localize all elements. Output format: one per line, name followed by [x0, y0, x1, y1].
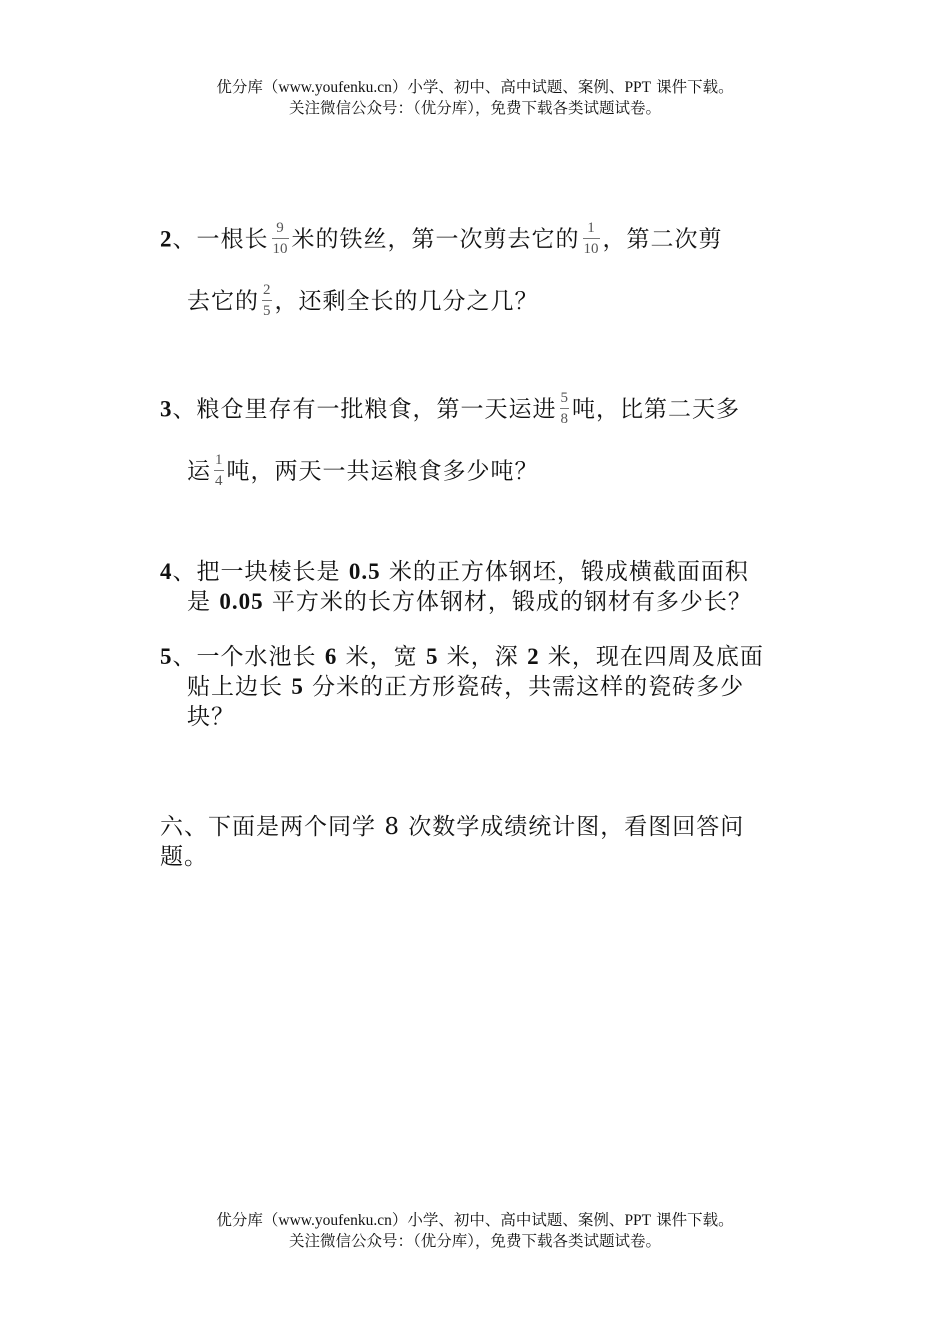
fraction-denominator: 10	[272, 241, 288, 257]
question-number: 5	[160, 644, 173, 669]
fraction-numerator: 5	[560, 390, 570, 409]
question-text: 运	[187, 458, 211, 485]
header-line-2: 关注微信公众号：（优分库），免费下载各类试题试卷。	[288, 99, 661, 117]
question-text: 、一根长	[172, 226, 269, 253]
question-value: 0.05	[219, 589, 264, 614]
header-text: 优分库（	[216, 78, 279, 96]
fraction-numerator: 1	[583, 220, 600, 239]
fraction	[214, 452, 224, 489]
question-3	[160, 390, 790, 489]
section-6-heading	[160, 812, 790, 872]
footer-text: 优分库（	[216, 1211, 279, 1229]
question-value: 2	[527, 644, 540, 669]
question-text: 平方米的长方体钢材，锻成的钢材有多少长？	[263, 589, 752, 615]
header-line-1	[0, 77, 950, 98]
question-text: 贴上边长	[187, 674, 292, 700]
question-text: 米，宽	[337, 644, 426, 670]
question-5-line-1	[160, 642, 790, 672]
question-text: 分米的正方形瓷砖，共需这样的瓷砖多少	[303, 674, 745, 700]
question-number: 2	[160, 226, 173, 252]
page-header	[0, 77, 950, 119]
header-url: www.youfenku.cn	[278, 79, 392, 96]
question-2-line-1	[160, 222, 790, 259]
fraction	[262, 282, 272, 319]
question-2	[160, 220, 790, 319]
question-5-line-2	[160, 672, 790, 702]
section-value: 8	[384, 814, 400, 840]
header-text: ）小学、初中、高中试题、案例、	[391, 78, 625, 96]
footer-url: www.youfenku.cn	[278, 1212, 392, 1229]
question-text: 米，深	[438, 644, 528, 670]
section-text: 六、下面是两个同学	[160, 814, 385, 840]
question-text: 吨，比第二天多	[572, 396, 740, 423]
question-text: 去它的	[187, 288, 259, 315]
section-text: 次数学成绩统计图，看图回答问	[399, 814, 745, 840]
question-3-line-2	[187, 454, 539, 491]
question-value: 5	[291, 674, 304, 699]
question-number: 4	[160, 559, 173, 584]
footer-line-1	[0, 1210, 950, 1231]
question-text: 是	[187, 589, 220, 615]
fraction-numerator: 2	[262, 282, 272, 301]
fraction-denominator: 5	[263, 303, 271, 319]
fraction-denominator: 8	[560, 411, 568, 427]
footer-text: PPT	[624, 1212, 652, 1229]
fraction	[272, 220, 289, 257]
page-footer	[0, 1210, 950, 1252]
question-text: ，还剩全长的几分之几？	[274, 288, 539, 315]
question-text: 、粮仓里存有一批粮食，第一天运进	[172, 396, 557, 423]
question-number: 3	[160, 396, 173, 422]
footer-text: ）小学、初中、高中试题、案例、	[391, 1211, 625, 1229]
section-6-line-1	[160, 812, 790, 842]
header-text: 课件下载。	[651, 78, 734, 96]
fraction-numerator: 1	[214, 452, 224, 471]
question-4-line-1	[160, 557, 790, 587]
question-text: 米的正方体钢坯，锻成横截面面积	[380, 559, 749, 585]
question-3-line-1	[160, 392, 790, 429]
question-4	[160, 557, 790, 617]
question-5	[160, 642, 790, 732]
footer-text: 课件下载。	[651, 1211, 734, 1229]
question-value: 5	[425, 644, 439, 669]
question-text: 米的铁丝，第一次剪去它的	[291, 226, 580, 253]
question-text: 、把一块棱长是	[172, 559, 349, 585]
fraction	[560, 390, 570, 427]
question-value: 0.5	[348, 559, 381, 584]
section-6-line-2: 题。	[160, 844, 208, 870]
fraction-denominator: 10	[583, 241, 599, 257]
fraction-numerator: 9	[272, 220, 289, 239]
question-text: ，第二次剪	[602, 226, 723, 253]
question-4-line-2	[160, 587, 790, 617]
question-text: 米，现在四周及底面	[539, 644, 764, 670]
footer-line-2: 关注微信公众号：（优分库），免费下载各类试题试卷。	[288, 1232, 661, 1250]
header-text: PPT	[624, 79, 652, 96]
question-text: 吨，两天一共运粮食多少吨？	[226, 458, 539, 485]
fraction-denominator: 4	[215, 473, 223, 489]
fraction	[583, 220, 600, 257]
question-5-line-3: 块？	[187, 704, 235, 730]
question-value: 6	[324, 644, 338, 669]
question-text: 、一个水池长	[172, 644, 325, 670]
question-2-line-2	[187, 284, 539, 321]
